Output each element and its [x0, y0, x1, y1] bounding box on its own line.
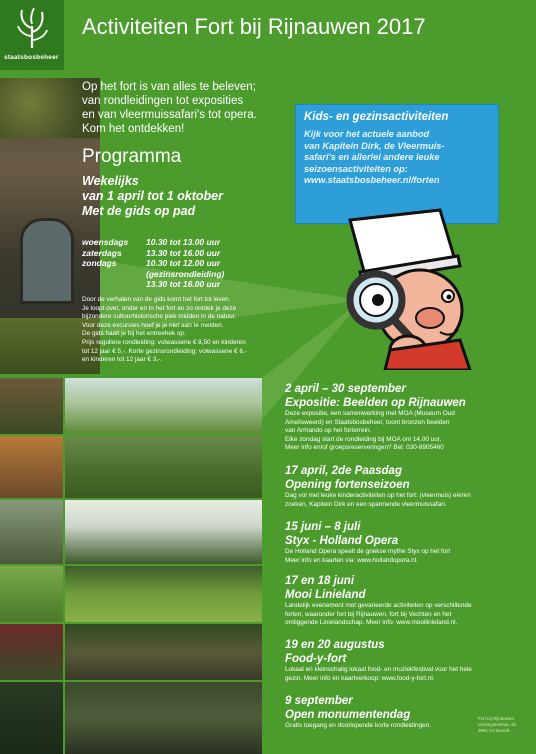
photo-column-left — [0, 378, 63, 754]
schedule-row: (gezinsrondleiding) — [146, 268, 225, 279]
event-item: 17 april, 2de Paasdag Opening fortenseizoen Dag vol met leuke kinderactiviteiten op het fort: (vleermuis) eieren zoeken, Kapitein Dirk en een spannende vleermuissafari. — [285, 465, 471, 508]
event-item: 9 september Open monumentendag Gratis toegang en doorlopende korte rondleidingen. — [285, 695, 432, 729]
detective-illustration — [290, 200, 490, 370]
event-item: 19 en 20 augustus Food-y-fort Lokaal en kleinschalig lokaal food- en muziekfestival voor het hele gezin. Meer info en kaartverkoop: www.food-y-fort.nl. — [285, 639, 472, 682]
staatsbosbeheer-logo — [0, 0, 64, 70]
food-y-fort-link[interactable]: gezin. Meer info en kaartverkoop: www.food-y-fort.nl. — [285, 674, 435, 682]
event-item: 2 april – 30 september Expositie: Beelden op Rijnauwen Deze expositie, een samenwerking met MOA (Museum Oud Amelisweerd) en Staatsbosbeheer, toont bronzen beelden van Armando op het forterrein. Elke zondag start de rondleiding bij MOA om 14.00 uur. Meer info en/of groepsreserveringen? Bel: 030-8905460 — [285, 383, 466, 452]
page-title: Activiteiten Fort bij Rijnauwen 2017 — [82, 14, 426, 39]
schedule-row: zaterdags 13.30 tot 16.00 uur — [82, 247, 221, 258]
photo-food-fort — [65, 624, 262, 680]
photo-guided-tour — [65, 378, 262, 434]
photo-kids-tour — [65, 436, 262, 498]
hollandopera-link[interactable]: Meer info en kaarten via: www.hollandopera.nl. — [285, 556, 418, 564]
weekly-heading: Wekelijks van 1 april tot 1 oktober Met de gids op pad — [82, 174, 224, 218]
mooilinieland-link[interactable]: omliggende Linielandschap. Meer info: www.mooilinieland.nl. — [285, 619, 458, 627]
intro-text: Op het fort is van alles te beleven; van rondleidingen tot exposities en van vleermuissafari's tot opera. Kom het ontdekken! — [82, 81, 257, 135]
photo-linieland — [65, 566, 262, 622]
kids-text: Kijk voor het actuele aanbod van Kapitein Dirk, de Vleermuis- safari's en allerlei andere leuke seizoensactiviteiten op: www.staatsbosbeheer.nl/forten — [304, 129, 494, 187]
tree-logo-icon — [14, 6, 50, 50]
schedule-description: Door de verhalen van de gids komt het fort tot leven. Je loopt over, onder en in het fort en zo ontdek je deze bijzondere cultuurhistorische plek midden in de natuur. Voor deze excursies hoef je je niet aan te melden. De gids haalt je bij het entreehek op. Prijs reguliere rondleiding: volwassene € 8,50 en kinderen tot 12 jaar € 5,-. Korte gezinsrondleiding: volwassene € 6,- en kinderen tot 12 jaar € 3,-. — [82, 296, 247, 364]
event-item: 17 en 18 juni Mooi Linieland Landelijk evenement met gevarieerde activiteiten op verschillende forten, waaronder fort bij Rijnauwen, fort bij Vechten en het omliggende Linielandschap. Meer info: www.mooilinieland.nl. — [285, 575, 472, 627]
photo-monument-day — [65, 682, 262, 754]
schedule-row: zondags 10.30 tot 12.00 uur — [82, 258, 221, 268]
photo-opera — [65, 500, 262, 564]
schedule-row: woensdags 10.30 tot 13.00 uur — [82, 237, 221, 247]
forten-link[interactable]: www.staatsbosbeheer.nl/forten — [304, 175, 440, 185]
logo-text: staatsbosbeheer — [4, 54, 59, 61]
kids-title: Kids- en gezinsactiviteiten — [304, 111, 449, 123]
programma-heading: Programma — [82, 146, 182, 167]
address-credit: Fort bij Rijnauwen Vossegatselaan 3a 3981 HJ Bunnik — [478, 716, 517, 733]
schedule-row: 13.30 tot 16.00 uur — [146, 279, 221, 289]
event-item: 15 juni – 8 juli Styx - Holland Opera De Holland Opera speelt de griekse mythe Styx op het fort Meer info en kaarten via: www.hollandopera.nl. — [285, 521, 451, 564]
schedule-table — [82, 237, 266, 290]
